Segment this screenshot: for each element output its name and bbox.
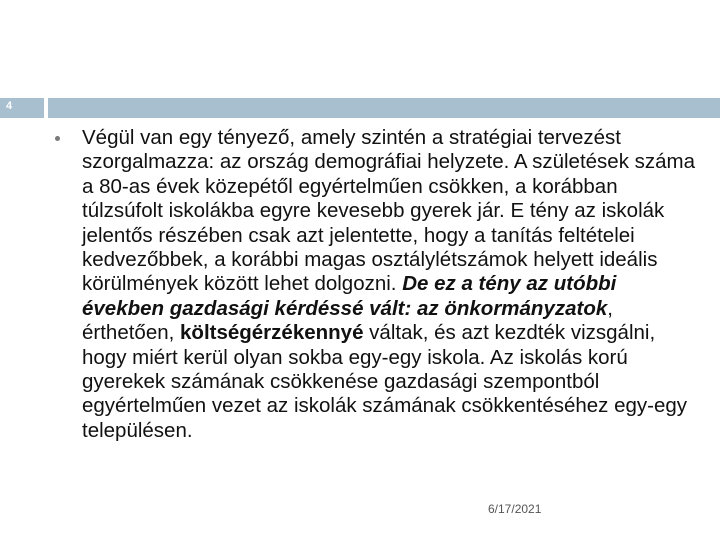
slide-number-box [0,98,44,118]
body-paragraph [82,126,702,443]
header-bar [48,98,720,118]
slide-number: 4 [6,100,13,112]
body-text-2: , érthetően, [82,296,613,345]
body-emphasis-2: költségérzékennyé [180,321,364,345]
body-emphasis-1: De ez a tény az utóbbi években gazdasági kérdéssé vált: az önkormányzatok [82,272,617,320]
bullet-point [55,136,60,141]
body-text-1: Végül van egy tényező, amely szintén a stratégiai tervezést szorgalmazza: az ország demográfiai helyzete. A születések száma a 80-as évek közepétől egyértelműen csökken, a korábban túlzsúfolt iskolákba egyre kevesebb gyerek jár. E tény az iskolák jelentős részében csak azt jelentette, hogy a tanítás feltételei kedvezőbbek, a korábbi magas osztálylétszámok helyett ideális körülmények között lehet dolgozni. [82,126,696,296]
body-text-3: váltak, és azt kezdték vizsgálni, hogy miért kerül olyan sokba egy-egy iskola. Az iskolás korú gyerekek számának csökkenése gazdasági szempontból egyértelműen vezet az iskolák számának csökkentéséhez egy-egy településen. [82,321,688,442]
footer-date: 6/17/2021 [488,502,542,516]
